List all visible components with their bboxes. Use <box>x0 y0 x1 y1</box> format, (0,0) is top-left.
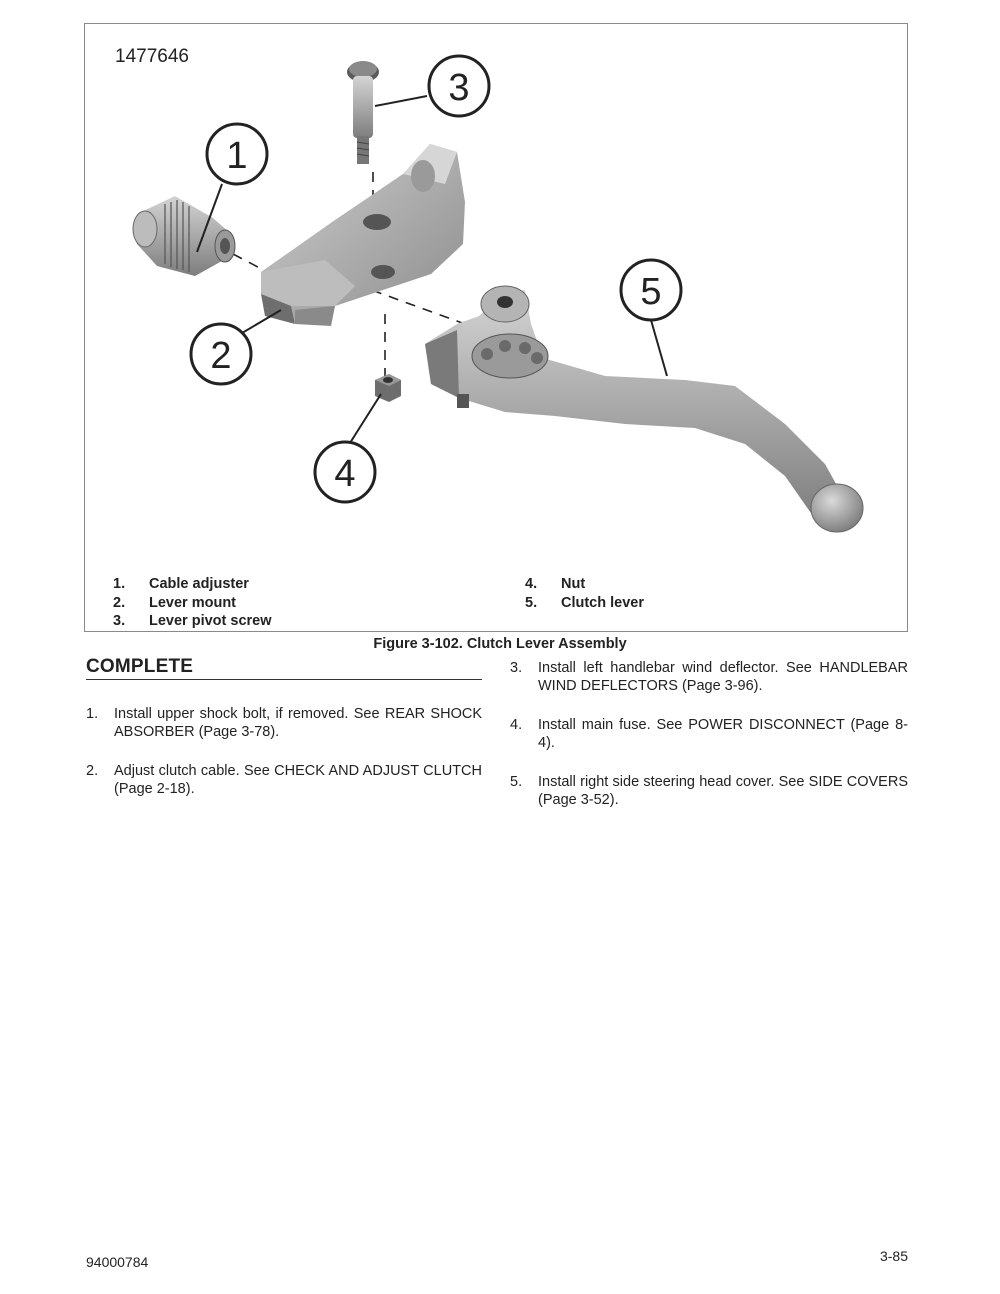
legend-label: Lever mount <box>149 594 237 611</box>
callout-1 <box>207 124 267 184</box>
callout-2 <box>191 324 251 384</box>
step-number: 1. <box>86 706 99 722</box>
callout-3 <box>429 56 489 116</box>
legend-item <box>113 613 272 632</box>
step-text: Install right side steering head cover. See SIDE COVERS (Page 3-52). <box>538 774 908 808</box>
figure-legend-left <box>113 576 272 632</box>
legend-label: Clutch lever <box>561 594 644 611</box>
step-number: 5. <box>510 774 523 790</box>
step-text: Install main fuse. See POWER DISCONNECT (Page 8-4). <box>538 717 908 751</box>
legend-label: Nut <box>561 576 586 592</box>
legend-item <box>525 595 644 614</box>
svg-text:1: 1 <box>226 135 248 177</box>
lever-mount-part <box>261 144 465 326</box>
legend-number: 1. <box>113 576 126 592</box>
svg-text:2: 2 <box>210 335 232 377</box>
svg-text:5: 5 <box>640 271 662 313</box>
clutch-lever-illustration <box>85 24 909 574</box>
step-number: 4. <box>510 717 523 733</box>
figure-id: 1477646 <box>115 46 189 67</box>
clutch-lever-part <box>425 286 863 532</box>
step-text: Adjust clutch cable. See CHECK AND ADJUST CLUTCH (Page 2-18). <box>114 763 482 797</box>
legend-item <box>113 576 272 595</box>
legend-label: Lever pivot screw <box>149 613 272 629</box>
callout-4 <box>315 442 375 502</box>
figure-caption: Figure 3-102. Clutch Lever Assembly <box>373 636 627 652</box>
legend-item <box>525 576 644 595</box>
legend-number: 4. <box>525 576 538 592</box>
step-number: 2. <box>86 763 99 779</box>
page-number: 3-85 <box>879 1248 908 1264</box>
cable-adjuster-part <box>133 196 235 276</box>
legend-number: 5. <box>525 594 538 611</box>
callout-5 <box>621 260 681 320</box>
pivot-screw-part <box>347 61 379 164</box>
step-text: Install upper shock bolt, if removed. See REAR SHOCK ABSORBER (Page 3-78). <box>114 706 482 740</box>
step-text: Install left handlebar wind deflector. See HANDLEBAR WIND DEFLECTORS (Page 3-96). <box>538 660 908 694</box>
document-number: 94000784 <box>86 1254 149 1270</box>
svg-text:3: 3 <box>448 67 470 109</box>
section-heading: COMPLETE <box>86 656 482 680</box>
figure-legend-right <box>525 576 644 613</box>
step-number: 3. <box>510 660 523 676</box>
legend-label: Cable adjuster <box>149 576 249 592</box>
legend-number: 2. <box>113 594 126 611</box>
figure-frame <box>84 23 908 632</box>
legend-item <box>113 595 272 614</box>
svg-text:4: 4 <box>334 453 356 495</box>
legend-number: 3. <box>113 613 126 629</box>
